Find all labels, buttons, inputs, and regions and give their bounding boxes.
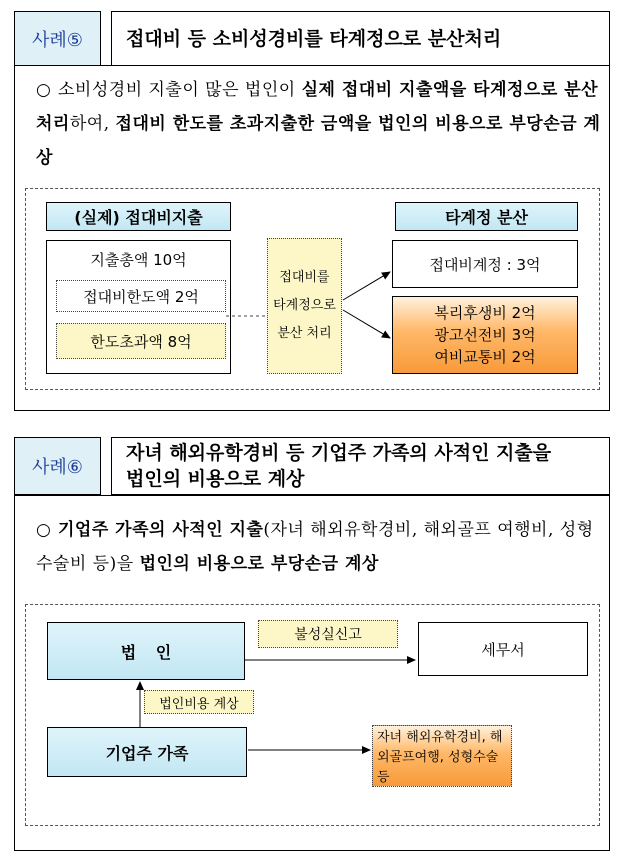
items-box: 자녀 해외유학경비, 해외골프여행, 성형수술 등 (372, 725, 512, 787)
emphasis-text: 실제 접대비 지출액을 타계정으로 분산 처리 (36, 80, 599, 134)
case5-title: 접대비 등 소비성경비를 타계정으로 분산처리 (111, 11, 610, 66)
case6-title-line: 자녀 해외유학경비 등 기업주 가족의 사적인 지출을 (126, 442, 552, 464)
body-text: 하여, (69, 114, 116, 134)
middle-line: 타계정으로 (273, 298, 336, 313)
case6-title (111, 437, 610, 495)
middle-line: 접대비를 (279, 270, 330, 285)
emphasis-text: 기업주 가족의 사적인 지출 (58, 520, 264, 540)
arrow-to-others (343, 310, 390, 338)
other-account: 여비교통비 2억 (434, 348, 536, 366)
case5-left-header: (실제) 접대비지출 (46, 202, 231, 231)
other-account: 복리후생비 2억 (434, 304, 536, 322)
case6-title-line: 법인의 비용으로 계상 (126, 468, 305, 490)
expense-label: 법인비용 계상 (144, 690, 254, 714)
body-text: (자녀 해외유학경비, 해외골프 여행비, 성형수술비 등)을 (36, 520, 594, 574)
family-box: 기업주 가족 (47, 727, 247, 777)
other-account: 광고선전비 3억 (434, 326, 536, 344)
tax-office-box: 세무서 (418, 622, 588, 676)
bullet-icon: ○ (36, 520, 52, 540)
case6-paragraph (36, 513, 602, 581)
middle-line: 분산 처리 (277, 326, 332, 341)
case5-limit: 접대비한도액 2억 (56, 280, 226, 312)
case5-total: 지출총액 10억 (90, 250, 187, 269)
case5-right-header: 타계정 분산 (395, 202, 578, 231)
body-text: 소비성경비 지출이 많은 법인이 (58, 80, 302, 100)
corp-box: 법 인 (47, 622, 245, 680)
emphasis-text: 법인의 비용으로 부당손금 계상 (139, 554, 379, 574)
case5-excess: 한도초과액 8억 (56, 323, 226, 359)
case6-label: 사례⑥ (14, 437, 101, 495)
case5-account: 접대비계정 : 3억 (392, 240, 578, 288)
arrow-to-account (343, 272, 390, 300)
emphasis-text: 접대비 한도를 초과지출한 금액을 법인의 비용으로 부당손금 계상 (36, 114, 601, 168)
case5-label: 사례⑤ (14, 11, 101, 66)
false-report-label: 불성실신고 (258, 620, 398, 648)
bullet-icon: ○ (36, 80, 52, 100)
